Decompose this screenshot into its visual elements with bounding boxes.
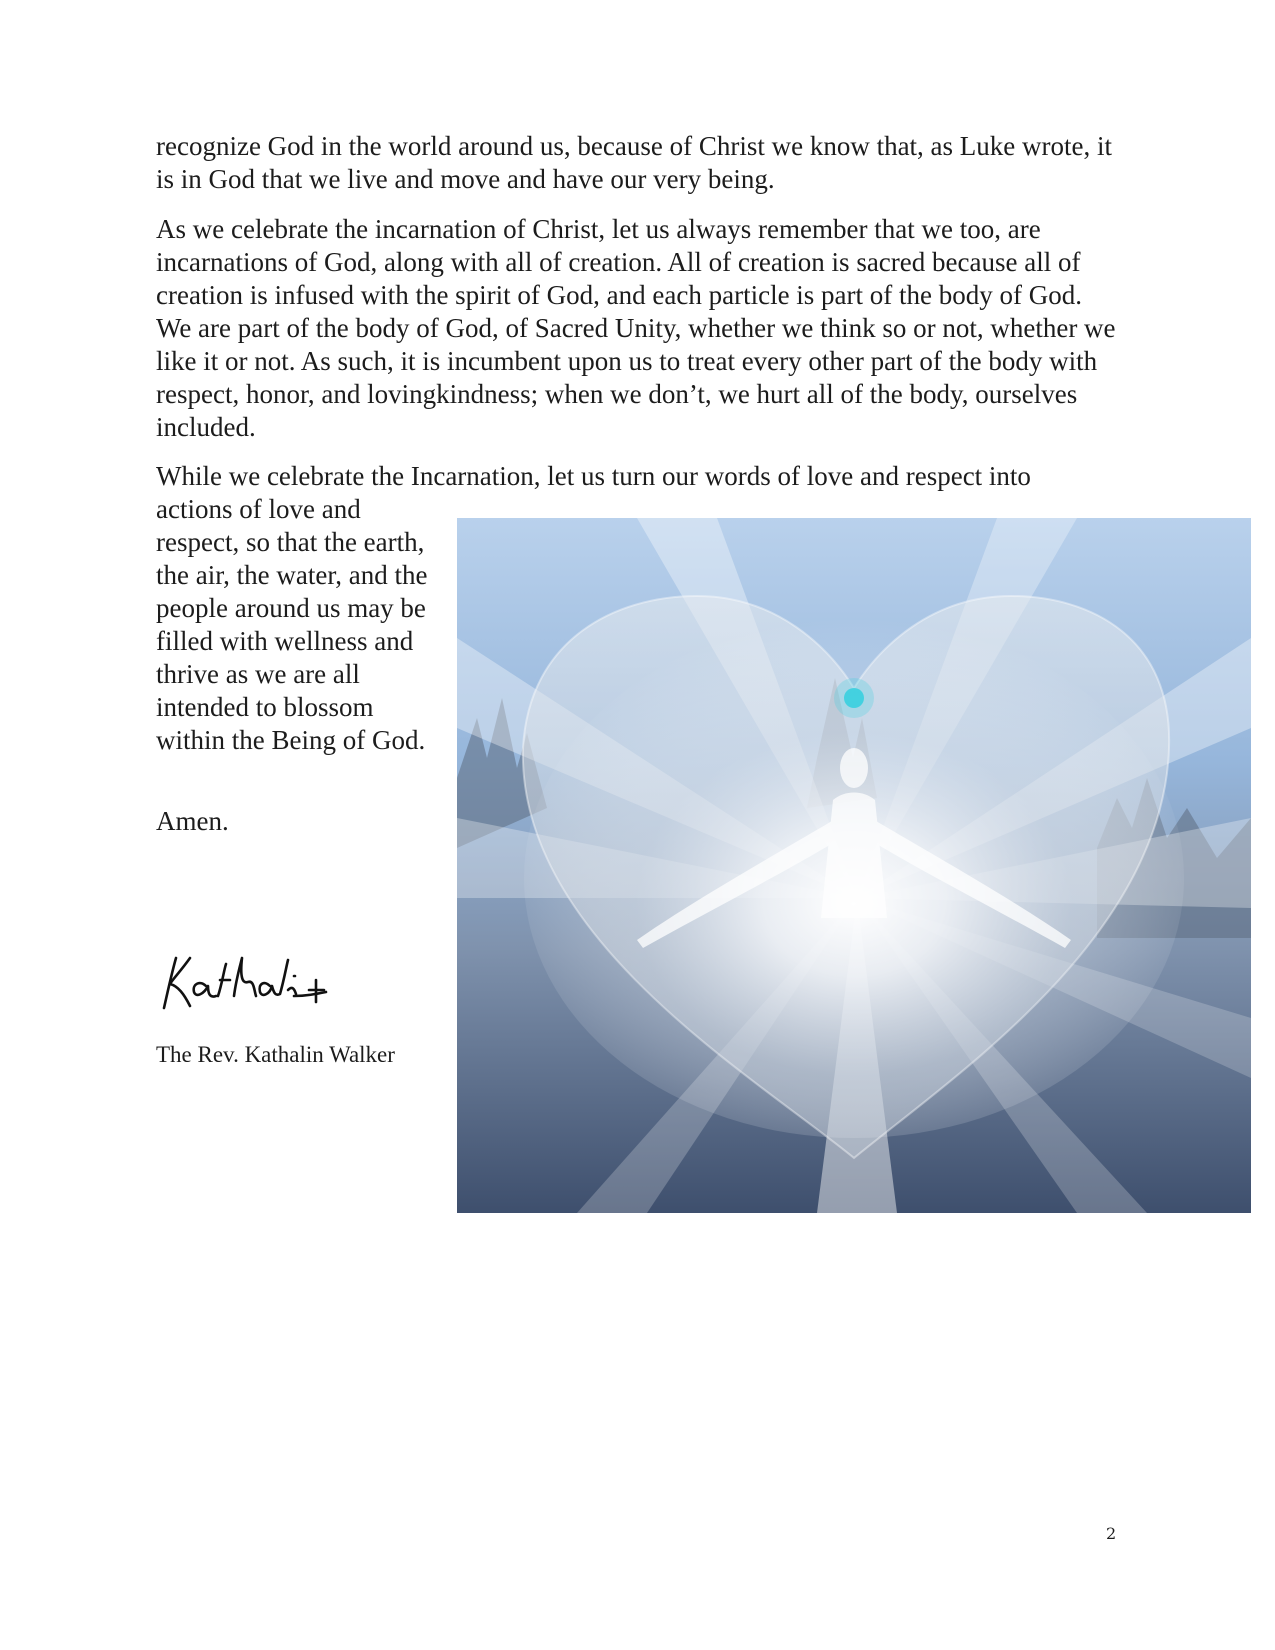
page-number: 2: [1106, 1524, 1117, 1543]
handwritten-signature: [156, 950, 336, 1016]
paragraph-incarnation: As we celebrate the incarnation of Christ, let us always remember that we too, are incarnations of God, along with all of creation. All of creation is sacred because all of creation is infused with the spirit of God, and each particle is part of the body of God. We are part of the body of God, of Sacred Unity, whether we think so or not, whether we like it or not. As such, it is incumbent upon us to treat every other part of the body with respect, honor, and lovingkindness; when we don’t, we hurt all of the body, ourselves included.: [156, 214, 1116, 442]
paragraph-continuation: recognize God in the world around us, because of Christ we know that, as Luke wrote, it is in God that we live and move and have our very being.: [156, 131, 1112, 194]
closing-amen: Amen.: [156, 806, 229, 836]
heart-light-photo: [457, 518, 1251, 1213]
paragraph-celebrate-line-1: While we celebrate the Incarnation, let us turn our words of love and respect into: [156, 461, 1031, 491]
paragraph-celebrate-rest: actions of love and respect, so that the earth, the air, the water, and the people around us may be filled with wellness and thrive as we are all intended to blossom within the Being of God.: [156, 494, 428, 755]
signer-name: The Rev. Kathalin Walker: [156, 1042, 395, 1067]
